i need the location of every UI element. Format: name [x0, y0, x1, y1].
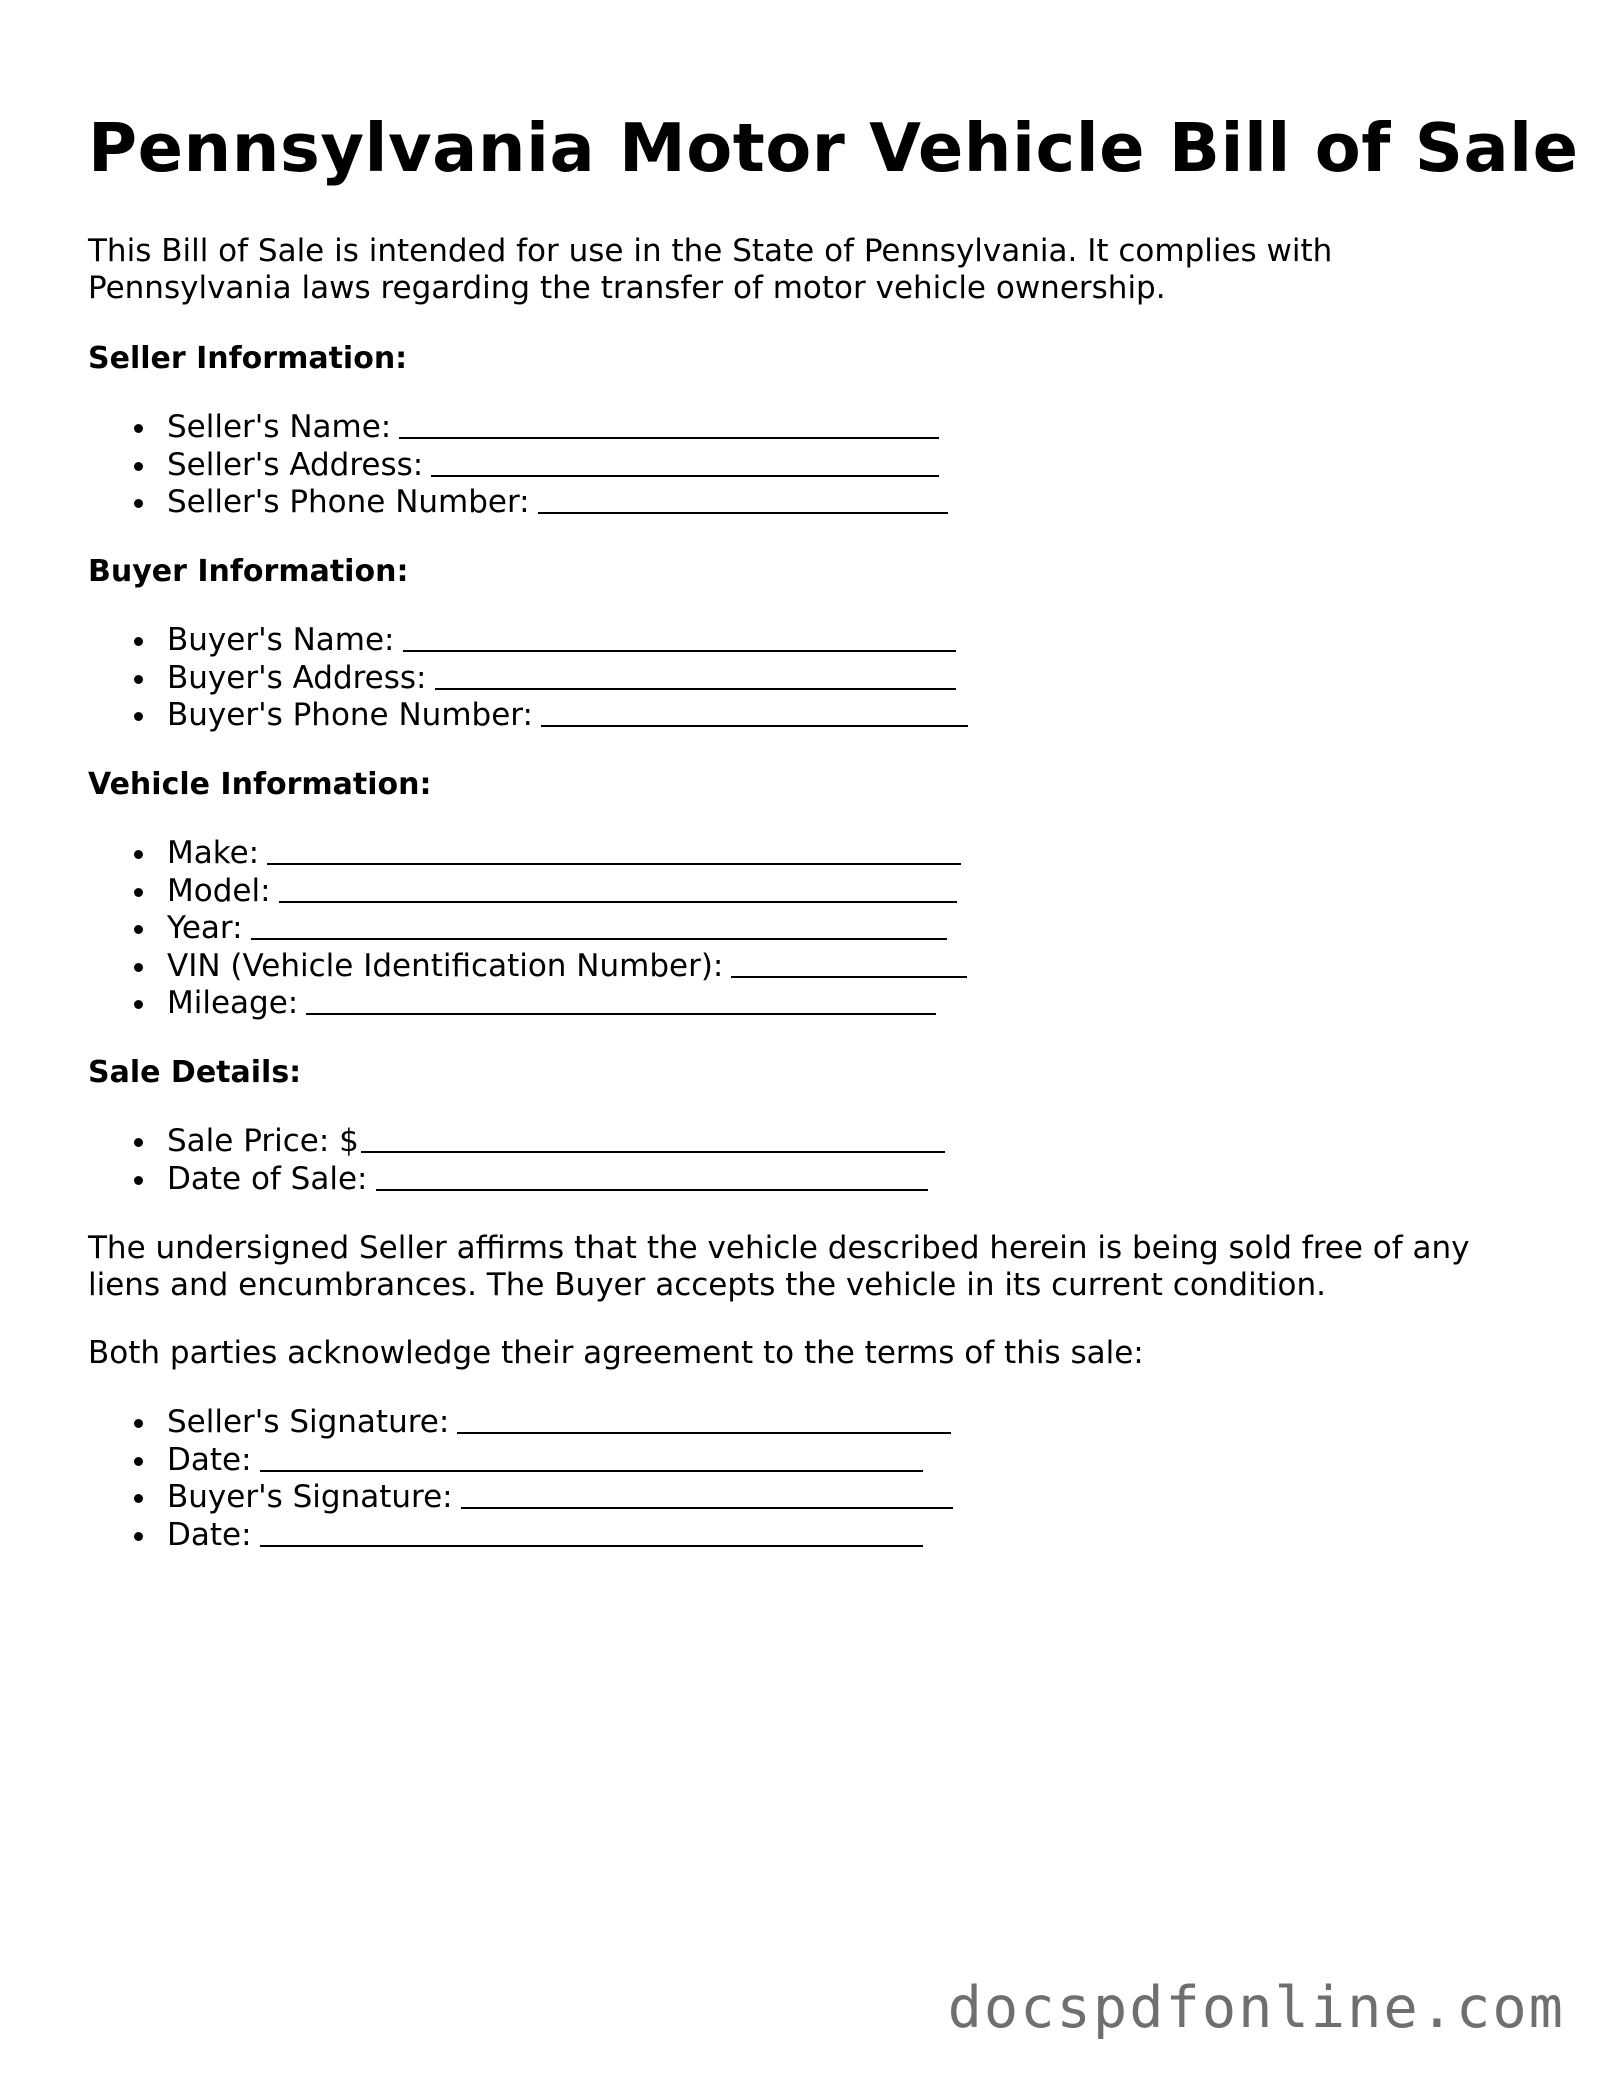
- buyer-address-field: [88, 660, 968, 698]
- bullet-icon: [134, 925, 143, 934]
- sale-date-blank[interactable]: [376, 1188, 928, 1191]
- affirmation-line-2: liens and encumbrances. The Buyer accepts the vehicle in its current condition.: [88, 1267, 1326, 1303]
- vehicle-vin-blank[interactable]: [731, 975, 967, 978]
- seller-phone-field: [88, 484, 948, 522]
- buyer-signature-date-blank[interactable]: [260, 1544, 923, 1547]
- field-label: Model:: [167, 872, 271, 909]
- sale-price-field: [88, 1123, 945, 1161]
- field-label: Sale Price: $: [167, 1123, 359, 1159]
- sale-date-field: [88, 1161, 945, 1199]
- intro-line-2: Pennsylvania laws regarding the transfer of motor vehicle ownership.: [88, 270, 1166, 306]
- affirmation-line-1: The undersigned Seller affirms that the vehicle described herein is being sold free of any: [88, 1230, 1470, 1266]
- bullet-icon: [134, 1000, 143, 1009]
- vehicle-vin-field: [88, 948, 967, 986]
- vehicle-mileage-blank[interactable]: [306, 1012, 936, 1015]
- bullet-icon: [134, 462, 143, 471]
- acknowledgement-text: Both parties acknowledge their agreement to the terms of this sale:: [88, 1335, 1144, 1371]
- seller-signature-field: [88, 1404, 953, 1442]
- field-label: Mileage:: [167, 985, 299, 1021]
- vehicle-make-field: [88, 835, 967, 873]
- field-label: Date:: [167, 1441, 252, 1478]
- bullet-icon: [134, 1494, 143, 1503]
- vehicle-heading: Vehicle Information:: [88, 767, 432, 802]
- buyer-signature-date-field: [88, 1517, 953, 1555]
- bullet-icon: [134, 888, 143, 897]
- bullet-icon: [134, 1532, 143, 1541]
- signature-field-list: [88, 1404, 953, 1554]
- buyer-signature-blank[interactable]: [461, 1506, 953, 1509]
- field-label: Seller's Address:: [167, 446, 424, 483]
- sale-field-list: [88, 1123, 945, 1198]
- seller-address-field: [88, 447, 948, 485]
- buyer-name-field: [88, 622, 968, 660]
- field-label: Seller's Name:: [167, 409, 392, 445]
- seller-signature-blank[interactable]: [457, 1431, 951, 1434]
- vehicle-year-field: [88, 910, 967, 948]
- sale-heading: Sale Details:: [88, 1055, 302, 1090]
- bullet-icon: [134, 963, 143, 972]
- buyer-address-blank[interactable]: [435, 687, 956, 690]
- seller-name-field: [88, 409, 948, 447]
- bullet-icon: [134, 637, 143, 646]
- field-label: Buyer's Signature:: [167, 1479, 453, 1515]
- buyer-signature-field: [88, 1479, 953, 1517]
- field-label: Date:: [167, 1516, 252, 1553]
- sale-price-blank[interactable]: [361, 1150, 945, 1153]
- field-label: Buyer's Address:: [167, 659, 427, 696]
- bullet-icon: [134, 424, 143, 433]
- bullet-icon: [134, 712, 143, 721]
- buyer-heading: Buyer Information:: [88, 554, 409, 589]
- buyer-phone-blank[interactable]: [541, 724, 968, 727]
- document-title: Pennsylvania Motor Vehicle Bill of Sale: [88, 109, 1579, 187]
- buyer-phone-field: [88, 697, 968, 735]
- intro-line-1: This Bill of Sale is intended for use in the State of Pennsylvania. It complies with: [88, 233, 1333, 269]
- field-label: Year:: [167, 910, 243, 946]
- field-label: Seller's Phone Number:: [167, 484, 530, 520]
- vehicle-year-blank[interactable]: [251, 937, 947, 940]
- field-label: Date of Sale:: [167, 1160, 368, 1197]
- seller-signature-date-blank[interactable]: [260, 1469, 923, 1472]
- field-label: Seller's Signature:: [167, 1404, 450, 1440]
- bullet-icon: [134, 675, 143, 684]
- field-label: Make:: [167, 835, 260, 871]
- field-label: Buyer's Name:: [167, 622, 395, 658]
- bullet-icon: [134, 1138, 143, 1147]
- vehicle-model-field: [88, 873, 967, 911]
- vehicle-model-blank[interactable]: [279, 900, 957, 903]
- buyer-name-blank[interactable]: [403, 649, 956, 652]
- seller-heading: Seller Information:: [88, 341, 408, 376]
- bullet-icon: [134, 499, 143, 508]
- bullet-icon: [134, 850, 143, 859]
- buyer-field-list: [88, 622, 968, 735]
- watermark: docspdfonline.com: [947, 1975, 1565, 2041]
- field-label: Buyer's Phone Number:: [167, 697, 533, 733]
- seller-field-list: [88, 409, 948, 522]
- seller-signature-date-field: [88, 1442, 953, 1480]
- bullet-icon: [134, 1419, 143, 1428]
- vehicle-mileage-field: [88, 985, 967, 1023]
- vehicle-make-blank[interactable]: [267, 862, 961, 865]
- bullet-icon: [134, 1457, 143, 1466]
- seller-address-blank[interactable]: [431, 474, 939, 477]
- seller-phone-blank[interactable]: [538, 511, 948, 514]
- vehicle-field-list: [88, 835, 967, 1023]
- seller-name-blank[interactable]: [399, 436, 939, 439]
- field-label: VIN (Vehicle Identification Number):: [167, 947, 724, 984]
- bullet-icon: [134, 1176, 143, 1185]
